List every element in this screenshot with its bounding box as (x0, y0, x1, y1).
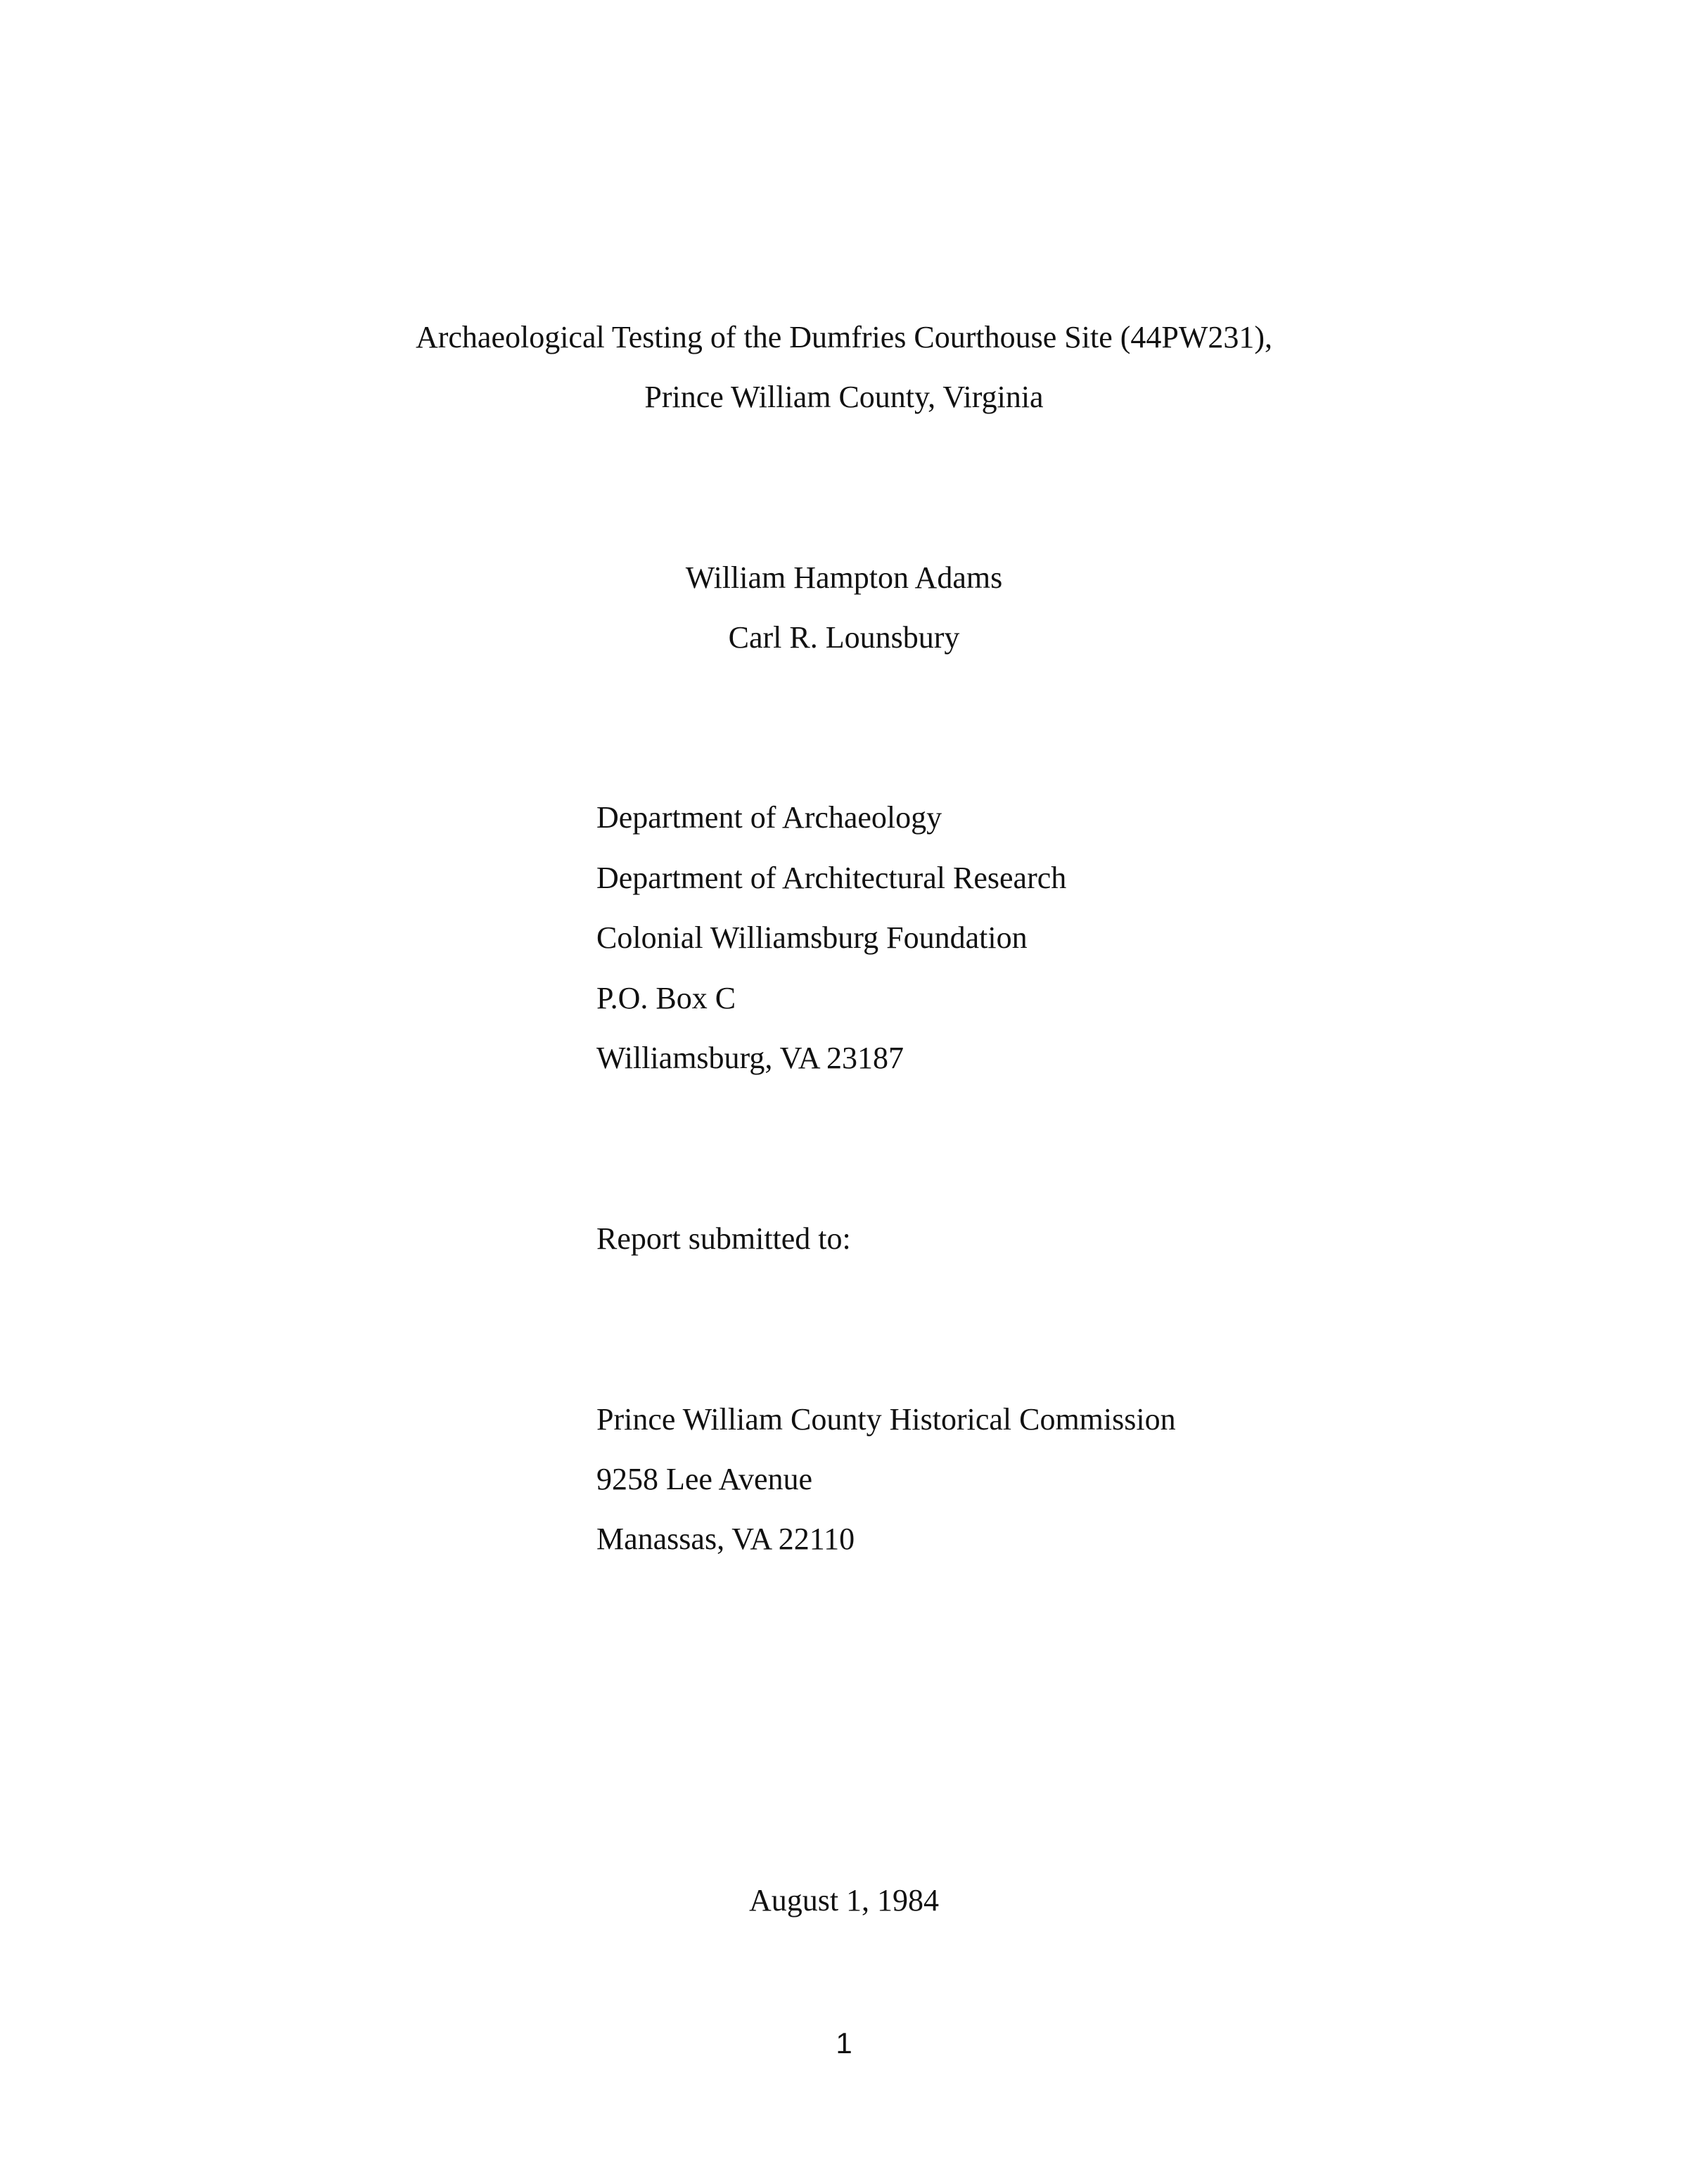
report-date: August 1, 1984 (748, 1883, 940, 1918)
author-2: Carl R. Lounsbury (728, 620, 960, 655)
affiliation-line-4: P.O. Box C (596, 981, 736, 1015)
affiliation-line-3: Colonial Williamsburg Foundation (596, 920, 1028, 955)
affiliation-line-5: Williamsburg, VA 23187 (596, 1041, 904, 1075)
recipient-line-1: Prince William County Historical Commission (596, 1402, 1176, 1437)
page-number: 1 (836, 2026, 852, 2060)
recipient-line-2: 9258 Lee Avenue (596, 1462, 813, 1496)
recipient-line-3: Manassas, VA 22110 (596, 1522, 855, 1556)
affiliation-line-2: Department of Architectural Research (596, 861, 1067, 895)
affiliation-line-1: Department of Archaeology (596, 800, 942, 835)
report-title-line-2: Prince William County, Virginia (644, 380, 1044, 414)
report-title-line-1: Archaeological Testing of the Dumfries Courthouse Site (44PW231), (415, 320, 1273, 354)
submitted-to-label: Report submitted to: (596, 1221, 851, 1256)
author-1: William Hampton Adams (685, 560, 1003, 595)
